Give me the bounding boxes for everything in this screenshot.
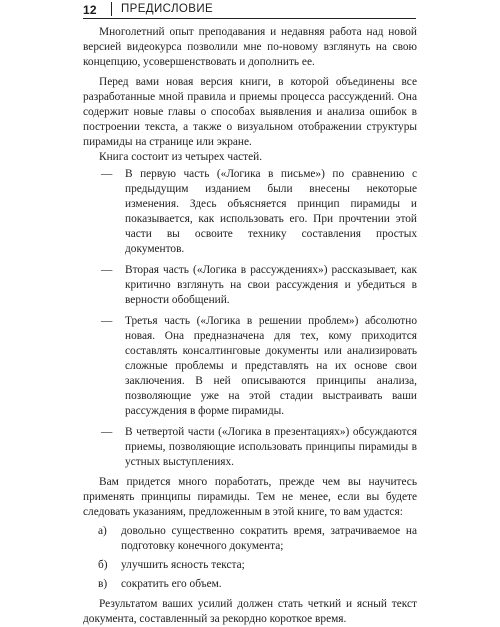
list-marker: б) [98,559,108,571]
paragraph-experience: Многолетний опыт преподавания и недавняя работа над новой версией видеокурса позволили мне по-новому взглянуть на свою концепцию, усовершенствовать и дополнить ее. [83,26,417,68]
list-item-text: улучшить ясность текста; [121,559,245,571]
list-item-text: Вторая часть («Логика в рассуждениях») рассказывает, как критично взглянуть на свои рассуждения и убедиться в верности обобщений. [125,264,417,306]
page-number: 12 [83,3,97,17]
header-rule [83,18,416,19]
list-item-part-3 [83,314,417,419]
list-marker: — [101,426,113,438]
list-marker: — [101,264,113,276]
page-header [0,0,500,22]
list-item-text: В четвертой части («Логика в презентациях») обсуждаются приемы, позволяющие использовать принципы пирамиды в устных выступлениях. [125,426,417,468]
header-separator [111,2,112,16]
page-body [83,25,417,627]
list-marker: а) [98,525,107,537]
list-marker: в) [98,578,108,590]
paragraph-result: Результатом ваших усилий должен стать четкий и ясный текст документа, составленный за рекордно короткое время. [83,598,417,625]
benefits-list [83,524,417,592]
list-item-part-4 [83,425,417,470]
list-item-text: сократить его объем. [121,578,222,590]
paragraph-parts-intro: Книга состоит из четырех частей. [99,151,263,163]
parts-list [83,167,417,470]
paragraph-practice: Вам придется много поработать, прежде чем вы научитесь применять принципы пирамиды. Тем не менее, если вы будете следовать указаниям, предложенным в этой книге, то вам удастся: [83,476,417,518]
list-item-text: Третья часть («Логика в решении проблем») абсолютно новая. Она предназначена для тех, кому приходится составлять консалтинговые документы или анализировать сложные проблемы и представлять на их основе свои заключения. В ней описываются принципы анализа, позволяющие уже на этой стадии выстраивать ваши рассуждения в форме пирамиды. [125,315,417,417]
list-item-text: В первую часть («Логика в письме») по сравнению с предыдущим изданием были внесены некоторые изменения. Здесь объясняется принцип пирамиды и показывается, как использовать его. При прочтении этой части вы освоите технику составления простых документов. [125,168,417,255]
list-item-benefit-c [83,577,417,592]
running-title: ПРЕДИСЛОВИЕ [121,3,214,15]
list-item-benefit-a [83,524,417,554]
list-item-part-1 [83,167,417,257]
list-marker: — [101,315,113,327]
list-item-part-2 [83,263,417,308]
list-marker: — [101,168,113,180]
list-item-benefit-b [83,558,417,573]
list-item-text: довольно существенно сократить время, затрачиваемое на подготовку конечного документа; [121,525,417,552]
paragraph-new-version: Перед вами новая версия книги, в которой объединены все разработанные мной правила и приемы процесса рассуждений. Она содержит новые главы о способах выявления и анализа ошибок в построении текста, а также о визуальном отображении структуры пирамиды на странице или экране. [83,76,417,148]
